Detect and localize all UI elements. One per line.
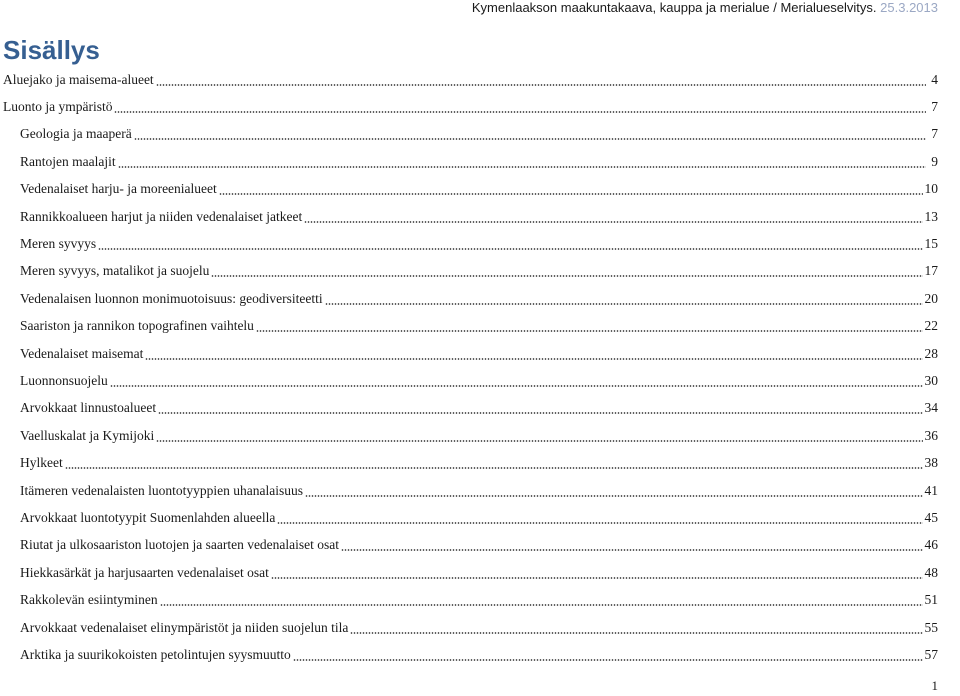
toc-entry-title: Arvokkaat vedenalaiset elinympäristöt ja niiden suojelun tila <box>20 619 349 635</box>
dot-leader <box>156 84 926 86</box>
toc-entry[interactable] <box>0 367 938 394</box>
toc-entry[interactable] <box>0 203 938 230</box>
dot-leader <box>325 303 923 305</box>
toc-entry-page: 41 <box>924 482 938 498</box>
toc-entry[interactable] <box>0 614 938 641</box>
toc-entry-title: Arvokkaat luontotyypit Suomenlahden alueella <box>20 509 276 525</box>
dot-leader <box>341 549 922 551</box>
toc-entry[interactable] <box>0 586 938 613</box>
dot-leader <box>110 385 923 387</box>
toc-entry[interactable] <box>0 148 938 175</box>
toc-entry-title: Vaelluskalat ja Kymijoki <box>20 427 155 443</box>
running-header <box>472 0 938 16</box>
toc-entry-title: Luonto ja ympäristö <box>3 99 113 115</box>
toc-entry-title: Meren syvyys, matalikot ja suojelu <box>20 263 210 279</box>
toc-entry-page: 15 <box>924 236 938 252</box>
dot-leader <box>219 193 923 195</box>
toc-entry-title: Itämeren vedenalaisten luontotyyppien uhanalaisuus <box>20 482 304 498</box>
dot-leader <box>145 358 922 360</box>
toc-entry[interactable] <box>0 641 938 668</box>
dot-leader <box>160 604 923 606</box>
toc-entry-page: 4 <box>931 71 938 87</box>
toc-entry[interactable] <box>0 559 938 586</box>
toc-entry-title: Luonnonsuojelu <box>20 372 108 388</box>
dot-leader <box>271 577 923 579</box>
toc-entry-page: 57 <box>924 646 938 662</box>
dot-leader <box>98 248 922 250</box>
toc-entry[interactable] <box>0 340 938 367</box>
header-text: Kymenlaakson maakuntakaava, kauppa ja merialue / Merialueselvitys. <box>471 0 877 15</box>
toc-entry[interactable] <box>0 66 938 93</box>
toc-entry-title: Aluejako ja maisema-alueet <box>3 71 154 87</box>
toc-entry-title: Hylkeet <box>20 455 63 471</box>
dot-leader <box>293 659 923 661</box>
toc-entry-page: 45 <box>924 509 938 525</box>
dot-leader <box>305 495 922 497</box>
toc-entry-page: 46 <box>924 537 938 553</box>
dot-leader <box>114 111 926 113</box>
dot-leader <box>304 221 922 223</box>
dot-leader <box>211 275 922 277</box>
toc-entry-page: 7 <box>931 99 938 115</box>
toc-entry[interactable] <box>0 449 938 476</box>
toc-entry-page: 22 <box>924 318 938 334</box>
toc-entry-page: 28 <box>924 345 938 361</box>
dot-leader <box>118 166 926 168</box>
toc-entry-page: 48 <box>924 564 938 580</box>
page-number: 1 <box>931 678 938 693</box>
toc-entry-title: Meren syvyys <box>20 236 97 252</box>
toc-entry-title: Vedenalaisen luonnon monimuotoisuus: geodiversiteetti <box>20 290 323 306</box>
toc-entry-title: Riutat ja ulkosaariston luotojen ja saarten vedenalaiset osat <box>20 537 340 553</box>
toc-entry-title: Vedenalaiset harju- ja moreenialueet <box>20 181 217 197</box>
dot-leader <box>350 632 922 634</box>
dot-leader <box>134 138 926 140</box>
toc-entry-title: Arvokkaat linnustoalueet <box>20 400 157 416</box>
toc-entry-title: Saariston ja rannikon topografinen vaihtelu <box>20 318 254 334</box>
toc-entry[interactable] <box>0 504 938 531</box>
dot-leader <box>256 330 923 332</box>
table-of-contents <box>0 66 938 669</box>
dot-leader <box>277 522 922 524</box>
toc-entry-page: 34 <box>924 400 938 416</box>
toc-entry-page: 36 <box>924 427 938 443</box>
dot-leader <box>65 467 923 469</box>
toc-entry-page: 10 <box>924 181 938 197</box>
toc-entry-page: 51 <box>924 592 938 608</box>
toc-entry[interactable] <box>0 230 938 257</box>
toc-entry[interactable] <box>0 285 938 312</box>
header-date: 25.3.2013 <box>880 0 938 15</box>
toc-entry-title: Vedenalaiset maisemat <box>20 345 144 361</box>
toc-entry[interactable] <box>0 313 938 340</box>
toc-entry[interactable] <box>0 422 938 449</box>
dot-leader <box>156 440 922 442</box>
toc-entry-page: 30 <box>924 372 938 388</box>
toc-entry-page: 9 <box>931 153 938 169</box>
toc-entry[interactable] <box>0 395 938 422</box>
toc-entry-title: Hiekkasärkät ja harjusaarten vedenalaiset osat <box>20 564 269 580</box>
toc-entry-page: 55 <box>924 619 938 635</box>
toc-entry-page: 17 <box>924 263 938 279</box>
dot-leader <box>158 412 922 414</box>
toc-entry[interactable] <box>0 121 938 148</box>
toc-entry-page: 7 <box>931 126 938 142</box>
toc-entry-page: 20 <box>924 290 938 306</box>
toc-entry-title: Rantojen maalajit <box>20 153 116 169</box>
toc-entry-title: Rakkolevän esiintyminen <box>20 592 158 608</box>
toc-title: Sisällys <box>3 35 100 65</box>
toc-entry-page: 38 <box>924 455 938 471</box>
toc-entry[interactable] <box>0 258 938 285</box>
toc-entry[interactable] <box>0 93 938 120</box>
toc-entry-title: Rannikkoalueen harjut ja niiden vedenalaiset jatkeet <box>20 208 303 224</box>
toc-entry-title: Geologia ja maaperä <box>20 126 132 142</box>
toc-entry[interactable] <box>0 532 938 559</box>
toc-entry-page: 13 <box>924 208 938 224</box>
toc-entry[interactable] <box>0 477 938 504</box>
toc-entry[interactable] <box>0 176 938 203</box>
toc-entry-title: Arktika ja suurikokoisten petolintujen syysmuutto <box>20 646 291 662</box>
